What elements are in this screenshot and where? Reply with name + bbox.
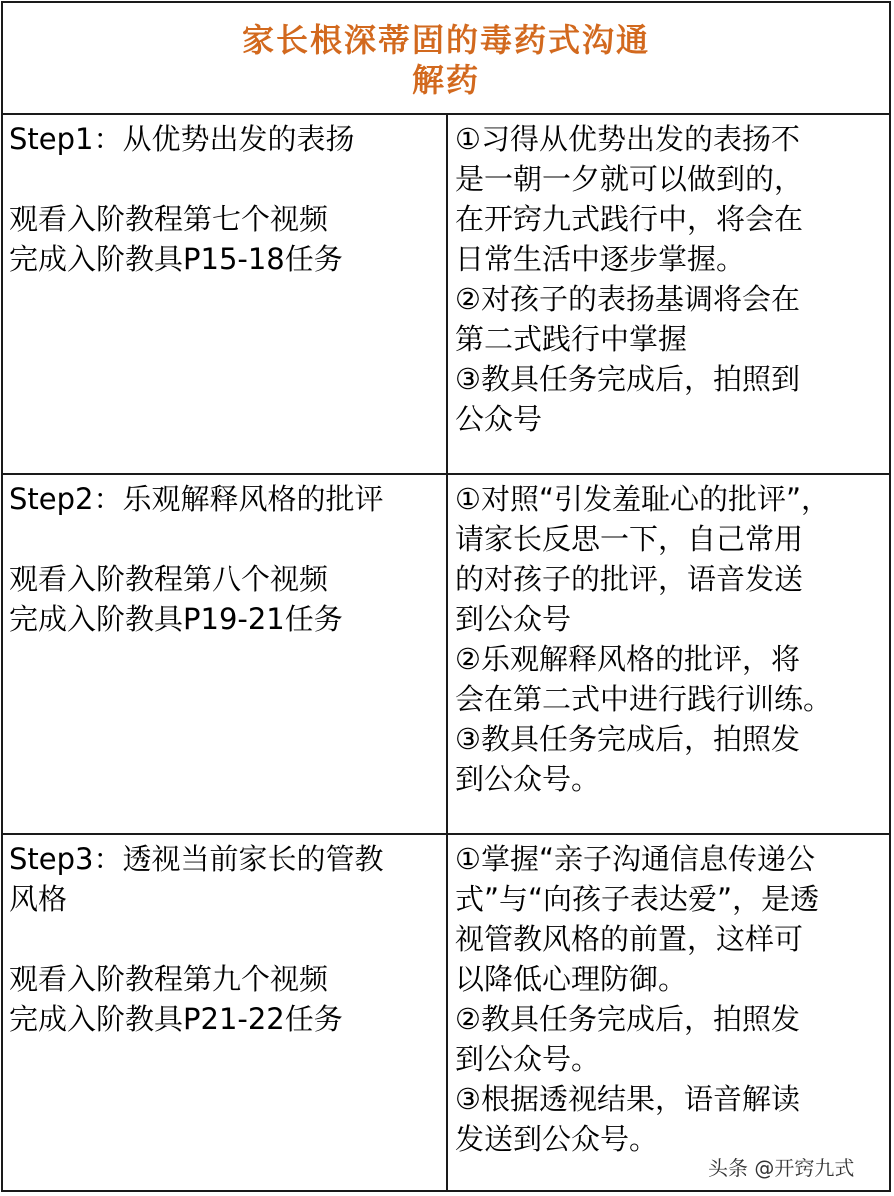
- row3-right-cell: [455, 839, 885, 1159]
- title-line-2: 解药: [411, 61, 480, 99]
- detail-line: 视管教风格的前置，这样可: [455, 922, 804, 956]
- step-line: 观看入阶教程第七个视频: [9, 202, 329, 236]
- step-heading: Step2：乐观解释风格的批评: [9, 482, 384, 516]
- step-line: 完成入阶教具P15-18任务: [9, 242, 343, 276]
- watermark: 头条 @开窍九式: [708, 1156, 855, 1180]
- detail-line: 是一朝一夕就可以做到的，: [455, 162, 804, 196]
- step-heading: 风格: [9, 882, 68, 916]
- detail-line: 日常生活中逐步掌握。: [455, 242, 746, 276]
- step-heading: Step3：透视当前家长的管教: [9, 842, 384, 876]
- step-line: 完成入阶教具P19-21任务: [9, 602, 343, 636]
- table-row: [3, 113, 889, 475]
- step-line: 观看入阶教程第九个视频: [9, 962, 329, 996]
- spacer: [9, 159, 439, 199]
- detail-line: ③根据透视结果，语音解读: [455, 1082, 800, 1116]
- document-table: [1, 1, 891, 1192]
- detail-line: ②对孩子的表扬基调将会在: [455, 282, 800, 316]
- row2-right-cell: [455, 479, 885, 799]
- detail-line: ②教具任务完成后，拍照发: [455, 1002, 800, 1036]
- detail-line: 发送到公众号。: [455, 1122, 659, 1156]
- detail-line: 的对孩子的批评，语音发送: [455, 562, 804, 596]
- title-line-1: 家长根深蒂固的毒药式沟通: [241, 21, 650, 59]
- detail-line: 请家长反思一下，自己常用: [455, 522, 804, 556]
- detail-line: ③教具任务完成后，拍照发: [455, 722, 800, 756]
- table-row: [3, 473, 889, 835]
- spacer: [9, 919, 439, 959]
- detail-line: 以降低心理防御。: [455, 962, 688, 996]
- detail-line: 会在第二式中进行践行训练。: [455, 682, 833, 716]
- detail-line: 公众号: [455, 402, 543, 436]
- spacer: [9, 519, 439, 559]
- detail-line: ①习得从优势出发的表扬不: [455, 122, 800, 156]
- detail-line: 式”与“向孩子表达爱”，是透: [455, 882, 820, 916]
- table-row: [3, 833, 889, 1190]
- step-line: 观看入阶教程第八个视频: [9, 562, 329, 596]
- title-row: [3, 3, 889, 115]
- detail-line: ①掌握“亲子沟通信息传递公: [455, 842, 816, 876]
- detail-line: ①对照“引发羞耻心的批评”，: [455, 482, 831, 516]
- detail-line: 到公众号。: [455, 1042, 601, 1076]
- row3-left-cell: [9, 839, 439, 1039]
- detail-line: 到公众号: [455, 602, 572, 636]
- detail-line: 到公众号。: [455, 762, 601, 796]
- detail-line: ②乐观解释风格的批评，将: [455, 642, 800, 676]
- row2-left-cell: [9, 479, 439, 639]
- row1-right-cell: [455, 119, 885, 439]
- detail-line: 第二式践行中掌握: [455, 322, 688, 356]
- detail-line: ③教具任务完成后，拍照到: [455, 362, 800, 396]
- row1-left-cell: [9, 119, 439, 279]
- step-line: 完成入阶教具P21-22任务: [9, 1002, 343, 1036]
- detail-line: 在开窍九式践行中，将会在: [455, 202, 804, 236]
- step-heading: Step1：从优势出发的表扬: [9, 122, 355, 156]
